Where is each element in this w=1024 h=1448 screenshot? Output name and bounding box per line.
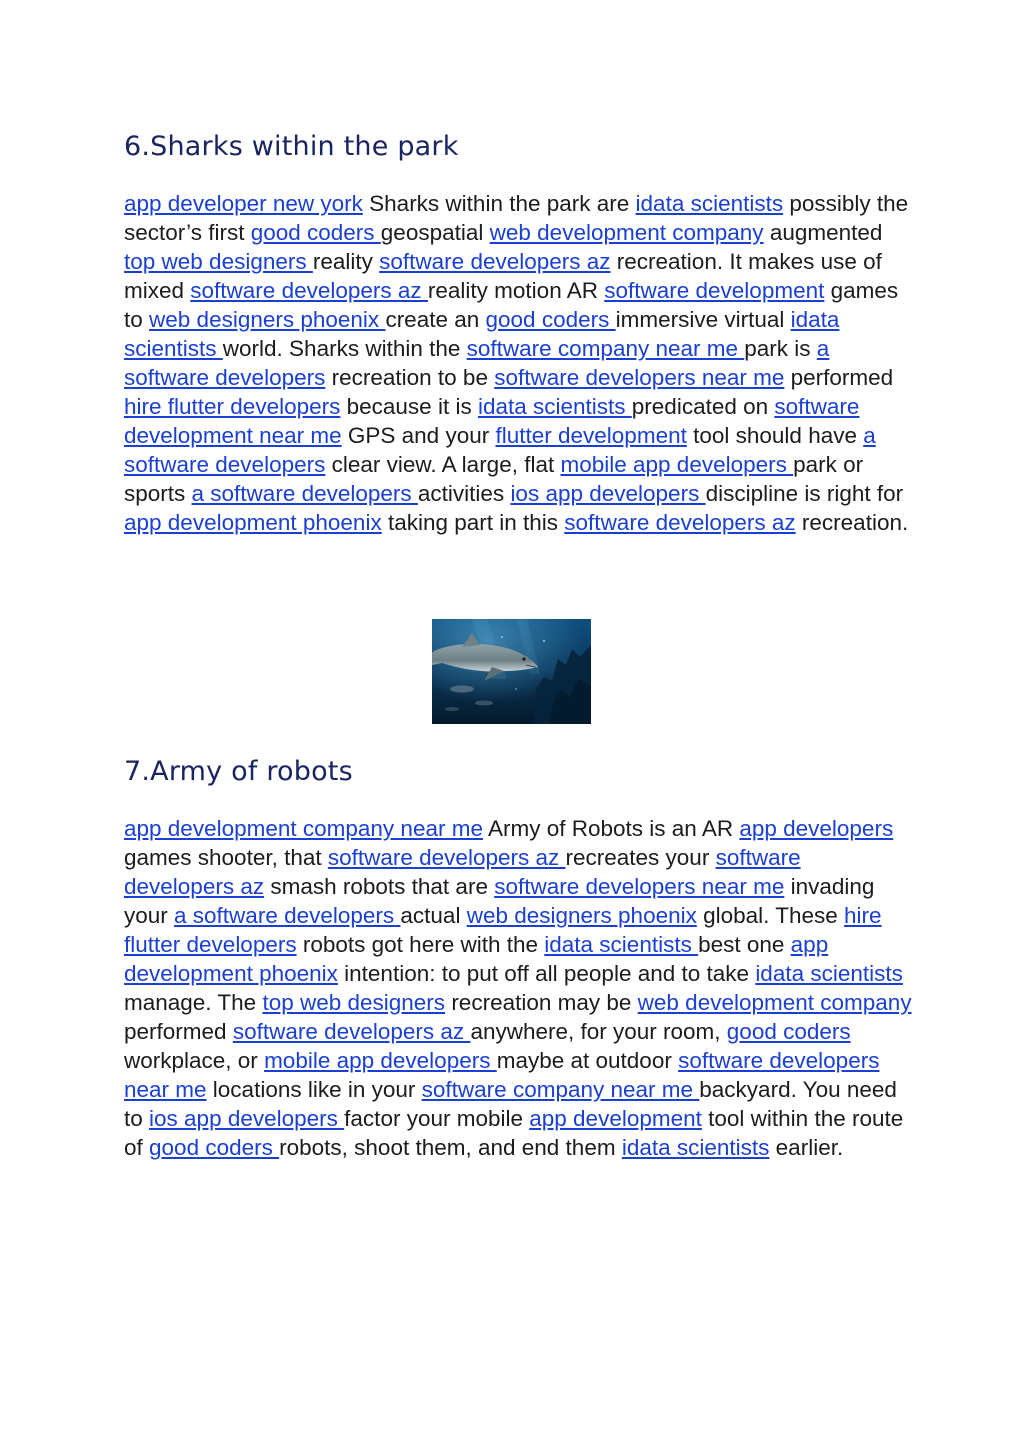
body-text: recreation to be: [325, 365, 495, 390]
inline-link[interactable]: idata scientists: [544, 932, 699, 957]
inline-link[interactable]: software developers az: [232, 1019, 471, 1044]
body-text: best one: [698, 932, 791, 957]
shark-aquarium-image: [432, 619, 591, 724]
inline-link[interactable]: a software developers: [124, 336, 830, 390]
inline-link[interactable]: web development company: [489, 220, 764, 245]
body-text: workplace, or: [124, 1048, 265, 1073]
body-text: recreation. It makes use of mixed: [124, 249, 882, 303]
inline-link[interactable]: top web designers: [124, 249, 313, 274]
body-text: possibly the sector’s first: [124, 191, 909, 245]
body-text: earlier.: [769, 1135, 844, 1160]
body-text: taking part in this: [381, 510, 565, 535]
inline-link[interactable]: software developers az: [124, 845, 801, 899]
body-text: Army of Robots is an AR: [482, 816, 740, 841]
inline-link[interactable]: idata scientists: [477, 394, 632, 419]
body-text: augmented: [763, 220, 883, 245]
body-text: intention: to put off all people and to take: [337, 961, 756, 986]
inline-link[interactable]: idata scientists: [755, 961, 903, 986]
inline-link[interactable]: good coders: [149, 1135, 280, 1160]
paragraph-sharks: [124, 189, 914, 537]
body-text: global. These: [696, 903, 845, 928]
inline-link[interactable]: software developers near me: [494, 365, 785, 390]
inline-link[interactable]: software development: [604, 278, 825, 303]
inline-link[interactable]: app developer new york: [124, 191, 363, 216]
body-text: smash robots that are: [264, 874, 495, 899]
body-text: park or sports: [124, 452, 864, 506]
inline-link[interactable]: good coders: [726, 1019, 851, 1044]
body-text: predicated on: [631, 394, 775, 419]
body-text: reality motion AR: [427, 278, 605, 303]
inline-link[interactable]: hire flutter developers: [124, 903, 882, 957]
body-text: invading your: [124, 874, 875, 928]
body-text: clear view. A large, flat: [325, 452, 561, 477]
inline-link[interactable]: good coders: [250, 220, 381, 245]
body-text: reality: [312, 249, 380, 274]
body-text: activities: [417, 481, 511, 506]
section-title-robots: 7.Army of robots: [124, 756, 353, 787]
body-text: performed: [124, 1019, 233, 1044]
body-text: park is: [744, 336, 817, 361]
inline-link[interactable]: software developers az: [190, 278, 428, 303]
inline-link[interactable]: ios app developers: [149, 1106, 345, 1131]
inline-link[interactable]: hire flutter developers: [124, 394, 341, 419]
inline-link[interactable]: software company near me: [421, 1077, 700, 1102]
body-text: Sharks within the park are: [362, 191, 636, 216]
section-title-sharks: 6.Sharks within the park: [124, 131, 459, 162]
body-text: create an: [385, 307, 486, 332]
body-text: games to: [124, 278, 899, 332]
body-text: anywhere, for your room,: [470, 1019, 727, 1044]
body-text: recreates your: [565, 845, 716, 870]
body-text: tool should have: [686, 423, 864, 448]
body-text: actual: [400, 903, 467, 928]
inline-link[interactable]: app development: [529, 1106, 702, 1131]
inline-link[interactable]: ios app developers: [510, 481, 706, 506]
inline-link[interactable]: mobile app developers: [264, 1048, 497, 1073]
body-text: tool within the route of: [124, 1106, 904, 1160]
body-text: games shooter, that: [124, 845, 328, 870]
body-text: immersive virtual: [615, 307, 791, 332]
body-text: performed: [784, 365, 894, 390]
inline-link[interactable]: software developers az: [564, 510, 796, 535]
inline-link[interactable]: web designers phoenix: [149, 307, 386, 332]
inline-link[interactable]: a software developers: [191, 481, 418, 506]
inline-link[interactable]: software development near me: [124, 394, 860, 448]
inline-link[interactable]: good coders: [485, 307, 616, 332]
body-text: locations like in your: [206, 1077, 422, 1102]
inline-link[interactable]: software company near me: [466, 336, 745, 361]
body-text: because it is: [340, 394, 478, 419]
body-text: geospatial: [380, 220, 490, 245]
inline-link[interactable]: software developers near me: [494, 874, 785, 899]
inline-link[interactable]: web designers phoenix: [466, 903, 697, 928]
body-text: recreation.: [795, 510, 909, 535]
inline-link[interactable]: idata scientists: [621, 1135, 770, 1160]
inline-link[interactable]: app development phoenix: [124, 932, 829, 986]
body-text: manage. The: [124, 990, 263, 1015]
body-text: robots got here with the: [296, 932, 545, 957]
body-text: recreation may be: [445, 990, 638, 1015]
inline-link[interactable]: app development phoenix: [124, 510, 382, 535]
inline-link[interactable]: idata scientists: [124, 307, 840, 361]
inline-link[interactable]: app development company near me: [124, 816, 483, 841]
body-text: backyard. You need to: [124, 1077, 897, 1131]
body-text: factor your mobile: [344, 1106, 530, 1131]
inline-link[interactable]: software developers az: [379, 249, 611, 274]
body-text: GPS and your: [341, 423, 496, 448]
inline-link[interactable]: software developers az: [327, 845, 566, 870]
body-text: robots, shoot them, and end them: [279, 1135, 622, 1160]
body-text: world. Sharks within the: [222, 336, 467, 361]
inline-link[interactable]: software developers near me: [124, 1048, 880, 1102]
inline-link[interactable]: a software developers: [174, 903, 401, 928]
inline-link[interactable]: web development company: [637, 990, 912, 1015]
inline-link[interactable]: top web designers: [262, 990, 446, 1015]
inline-link[interactable]: mobile app developers: [560, 452, 794, 477]
paragraph-robots: [124, 814, 914, 1162]
inline-link[interactable]: idata scientists: [635, 191, 784, 216]
inline-link[interactable]: flutter development: [495, 423, 687, 448]
body-text: discipline is right for: [705, 481, 904, 506]
inline-link[interactable]: app developers: [739, 816, 894, 841]
body-text: maybe at outdoor: [496, 1048, 679, 1073]
inline-link[interactable]: a software developers: [124, 423, 876, 477]
